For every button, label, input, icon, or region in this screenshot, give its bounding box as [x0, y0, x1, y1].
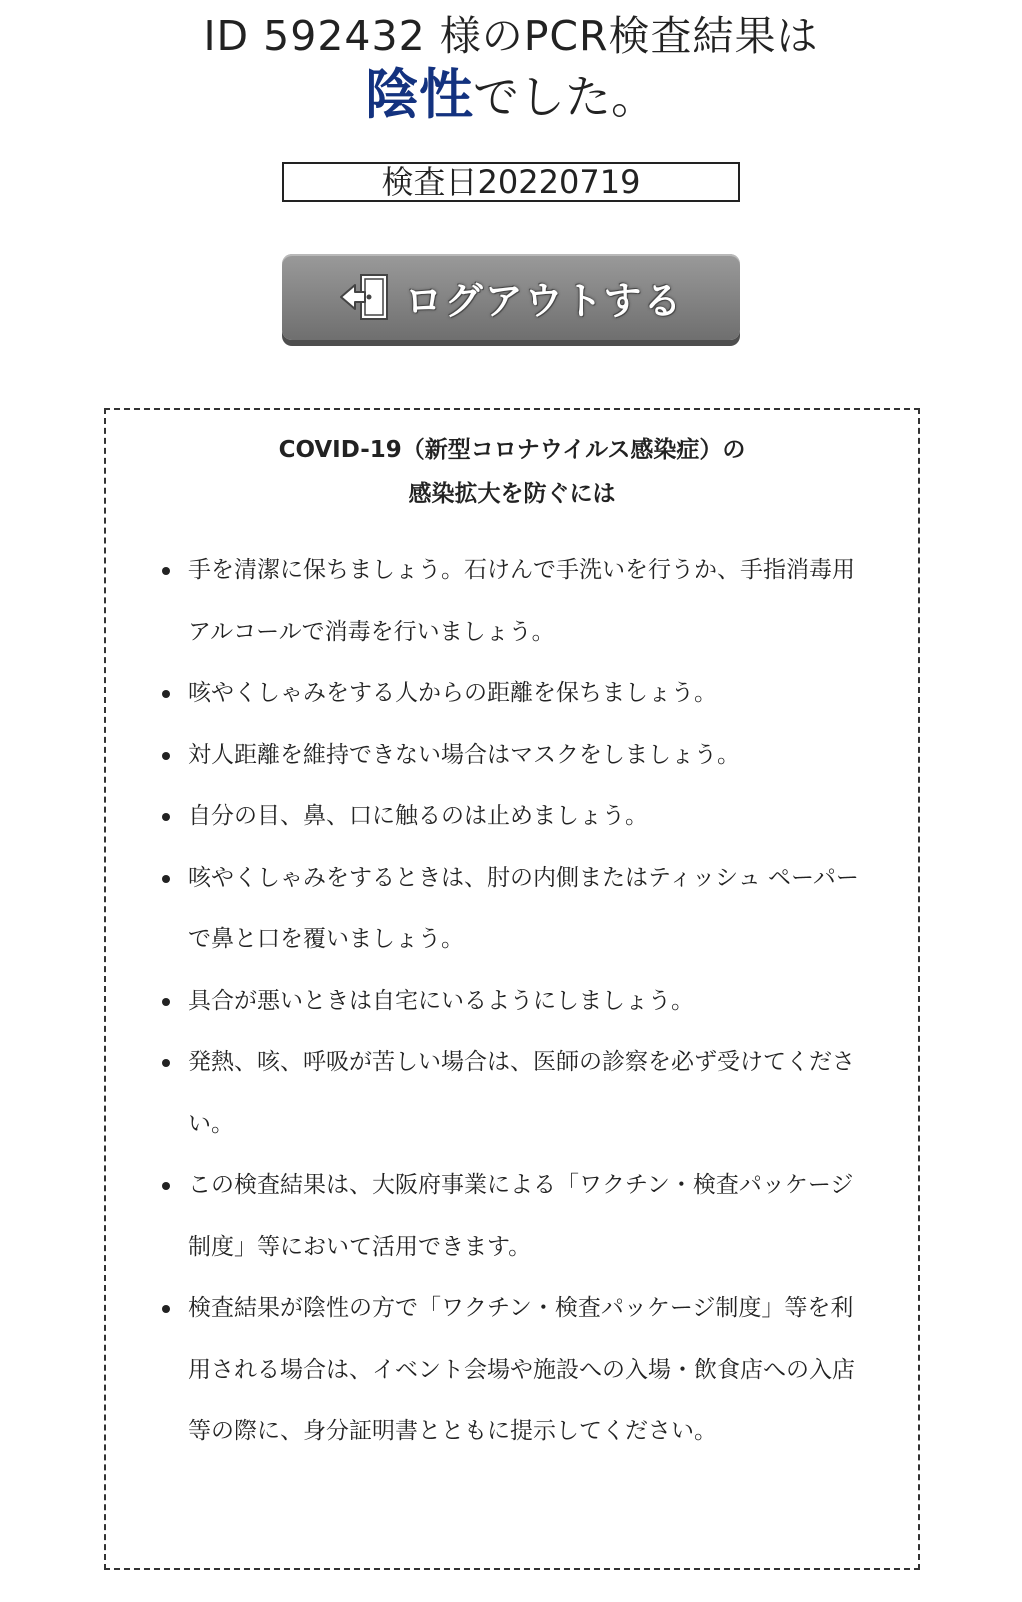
list-item-text: 手を清潔に保ちましょう。石けんで手洗いを行うか、手指消毒用アルコールで消毒を行いましょう。: [188, 557, 855, 645]
list-item: [162, 663, 862, 725]
list-item: [162, 848, 862, 971]
info-title-line2: 感染拡大を防ぐには: [408, 481, 616, 507]
list-item-text: 咳やくしゃみをする人からの距離を保ちましょう。: [188, 680, 717, 706]
door-exit-icon: [339, 269, 395, 325]
list-item-text: 対人距離を維持できない場合はマスクをしましょう。: [188, 741, 740, 768]
list-item: [162, 1155, 862, 1278]
bullet-icon: [162, 813, 170, 821]
result-suffix: でした。: [473, 70, 657, 124]
test-date: 検査日20220719: [282, 162, 740, 202]
bullet-icon: [162, 690, 170, 698]
logout-button[interactable]: [282, 254, 740, 340]
list-item-text: 検査結果が陰性の方で「ワクチン・検査パッケージ制度」等を利用される場合は、イベント会場や施設への入場・飲食店への入店等の際に、身分証明書とともに提示してください。: [188, 1295, 855, 1444]
list-item: [162, 1032, 862, 1155]
result-value: 陰性: [365, 63, 473, 126]
list-item: [162, 1278, 862, 1463]
list-item-text: 具合が悪いときは自宅にいるようにしましょう。: [188, 987, 694, 1014]
list-item-text: 自分の目、鼻、口に触るのは止めましょう。: [188, 803, 648, 829]
bullet-icon: [162, 567, 170, 575]
list-item: [162, 540, 862, 663]
list-item-text: 発熱、咳、呼吸が苦しい場合は、医師の診察を必ず受けてください。: [188, 1049, 855, 1137]
bullet-icon: [162, 752, 170, 760]
bullet-icon: [162, 1182, 170, 1190]
list-item-text: この検査結果は、大阪府事業による「ワクチン・検査パッケージ制度」等において活用できます。: [188, 1172, 854, 1260]
info-title-line1: COVID-19（新型コロナウイルス感染症）の: [278, 437, 746, 463]
infection-prevention-box: [104, 408, 920, 1570]
list-item: [162, 786, 862, 848]
bullet-icon: [162, 1305, 170, 1313]
logout-label[interactable]: ログアウトする: [404, 278, 684, 323]
list-item: [162, 971, 862, 1033]
prevention-list: [162, 540, 862, 1463]
info-title: [106, 428, 918, 516]
bullet-icon: [162, 875, 170, 883]
result-statement: [0, 62, 1022, 130]
result-heading: ID 592432 様のPCR検査結果は: [203, 12, 819, 60]
list-item: [162, 725, 862, 787]
bullet-icon: [162, 998, 170, 1006]
bullet-icon: [162, 1059, 170, 1067]
list-item-text: 咳やくしゃみをするときは、肘の内側またはティッシュ ペーパーで鼻と口を覆いましょう。: [188, 864, 859, 952]
